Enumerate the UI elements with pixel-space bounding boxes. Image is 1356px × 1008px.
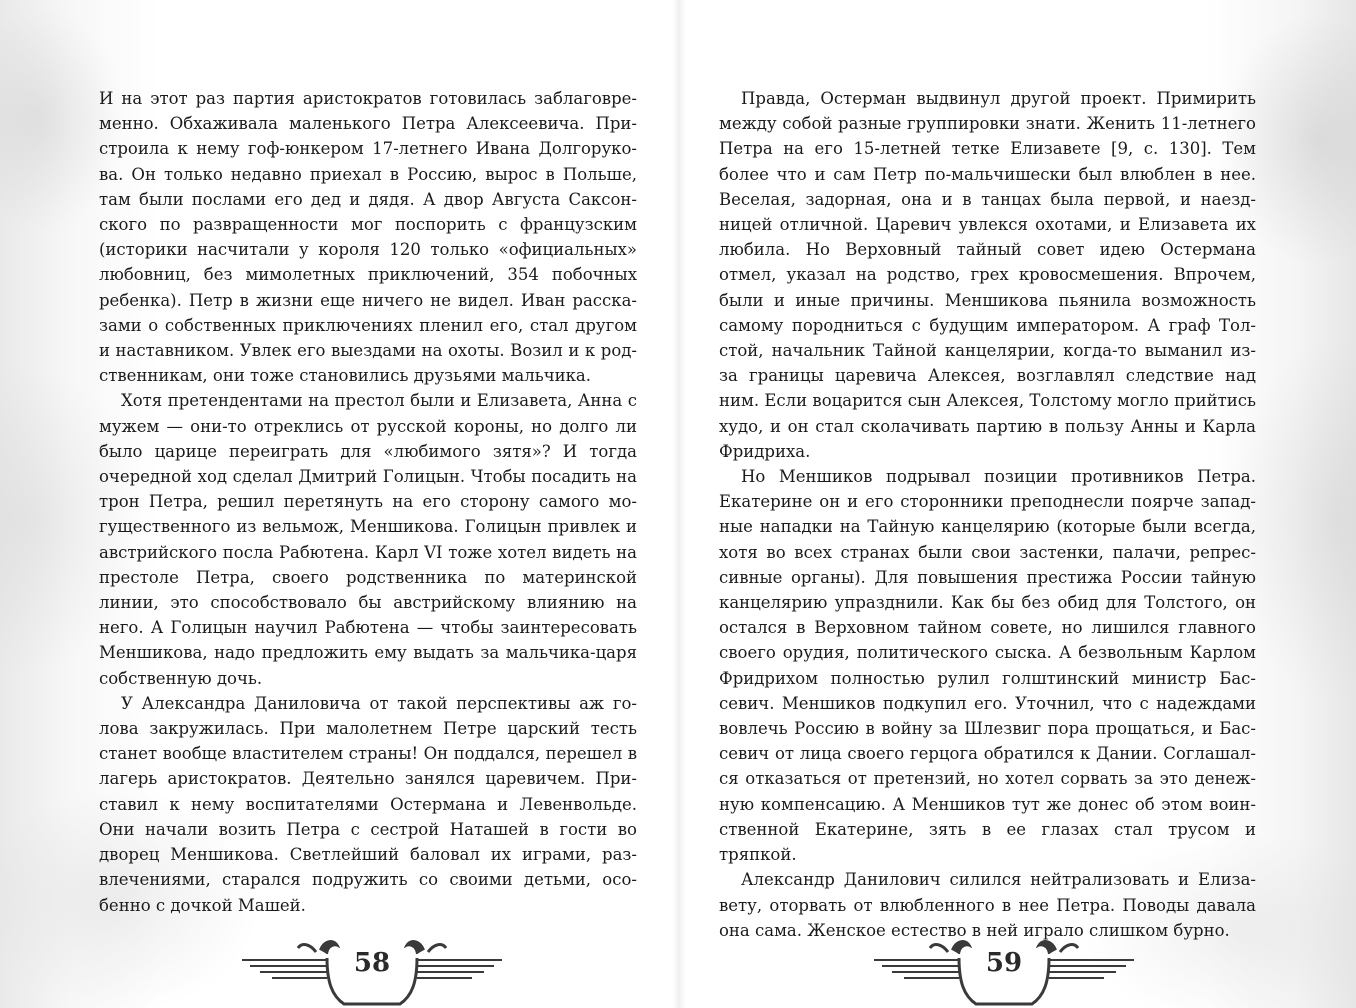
paragraph: У Александра Даниловича от такой перспективы аж голова закружилась. При малолетнем Петре царский тесть станет вообще властителем страны! Он поддался, перешел в лагерь аристократов. Деятельно занялся царевичем. Приставил к нему воспитателями Остермана и Левенвольде. Они начали возить Петра с сестрой Наташей в гости во дворец Меншикова. Светлейший баловал их играми, развлечениями, старался подружить со своими детьми, особенно с дочкой Машей. <box>99 693 637 915</box>
left-page-text <box>99 86 637 918</box>
page-number: 58 <box>353 948 391 978</box>
page-folio <box>864 930 1144 1008</box>
paragraph: Хотя претендентами на престол были и Елизавета, Анна с мужем — они-то отреклись от русской короны, но долго ли было царице переиграть для «любимого зятя»? И тогда очередной ход сделал Дмитрий Голицын. Чтобы посадить на трон Петра, решил перетянуть на его сторону самого могущественного из вельмож, Меншикова. Голицын привлек и австрийского посла Рабютена. Карл VI тоже хотел видеть на престоле Петра, своего родственника по материнской линии, это способствовало бы австрийскому влиянию на него. А Голицын научил Рабютена — чтобы заинтересовать Меншикова, надо предложить ему выдать за мальчика-царя собственную дочь. <box>99 391 637 688</box>
paragraph: Правда, Остерман выдвинул другой проект. Примирить между собой разные группировки знати. Женить 11-летнего Петра на его 15-летней тетке Елизавете [9, с. 130]. Тем более что и сам Петр по-мальчишески был влюблен в нее. Веселая, задорная, она и в танцах была первой, и наездницей отличной. Царевич увлекся охотами, и Елизавета их любила. Но Верховный тайный совет идею Остермана отмел, указал на родство, грех кровосмешения. Впрочем, были и иные причины. Меншикова пьянила возможность самому породниться с будущим императором. А граф Толстой, начальник Тайной канцелярии, когда-то выманил из-за границы царевича Алексея, возглавлял следствие над ним. Если воцарится сын Алексея, Толстому могло прийтись худо, и он стал сколачивать партию в пользу Анны и Карла Фридриха. <box>719 89 1256 461</box>
paragraph: Александр Данилович силился нейтрализовать и Елизавету, оторвать от влюбленного в нее Петра. Поводы давала она сама. Женское естество в ней играло слишком бурно. <box>719 870 1256 940</box>
right-page <box>678 0 1356 1008</box>
paragraph: И на этот раз партия аристократов готовилась заблаговременно. Обхаживала маленького Петра Алексеевича. Пристроила к нему гоф-юнкером 17-летнего Ивана Долгорукова. Он только недавно приехал в Россию, вырос в Польше, там были послами его дед и дядя. А двор Августа Саксонского по развращенности мог поспорить с французским (историки насчитали у короля 120 только «официальных» любовниц, без мимолетных приключений, 354 побочных ребенка). Петр в жизни еще ничего не видел. Иван рассказами о собственных приключениях пленил его, стал другом и наставником. Увлек его выездами на охоты. Возил и к родственникам, они тоже становились друзьями мальчика. <box>99 89 637 386</box>
right-page-text <box>719 86 1256 943</box>
paragraph: Но Меншиков подрывал позиции противников Петра. Екатерине он и его сторонники преподнесли поярче западные нападки на Тайную канцелярию (которые были всегда, хотя во всех странах были свои застенки, палачи, репрессивные органы). Для повышения престижа России тайную канцелярию упразднили. Как бы без обид для Толстого, он остался в Верховном тайном совете, но лишился главного своего орудия, политического сыска. А безвольным Карлом Фридрихом полностью рулил голштинский министр Бассевич. Меншиков подкупил его. Уточнил, что с надеждами вовлечь Россию в войну за Шлезвиг пора прощаться, и Бассевич от лица своего герцога обратился к Дании. Соглашался отказаться от претензий, но хотел сорвать за это денежную компенсацию. А Меншиков тут же донес об этом воинственной Екатерине, зять в ее глазах стал трусом и тряпкой. <box>719 467 1256 865</box>
page-folio <box>232 930 512 1008</box>
page-number: 59 <box>985 948 1023 978</box>
